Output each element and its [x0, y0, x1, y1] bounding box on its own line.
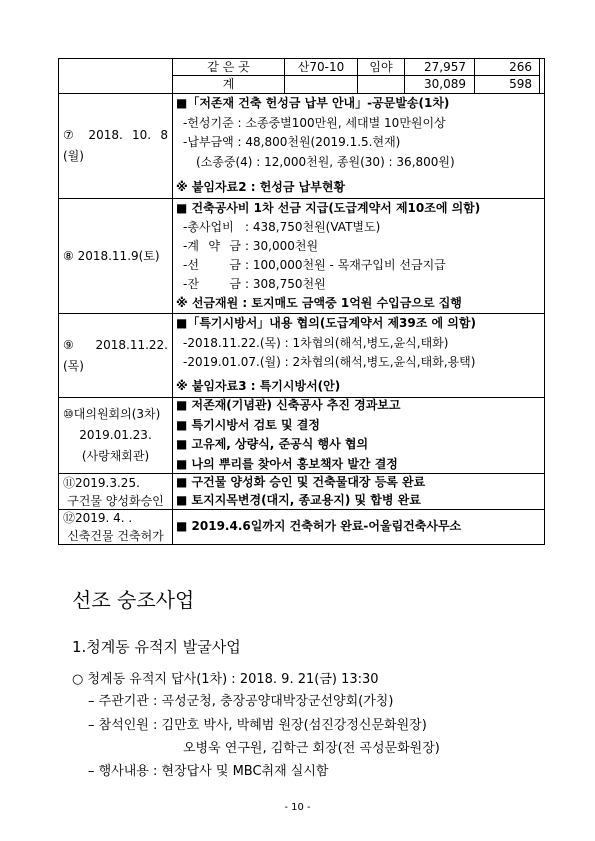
detail-continuation: 오병욱 연구원, 김학근 회장(전 곡성문화원장): [183, 741, 440, 756]
record-item: ■ 구건물 양성화 승인 및 건축물대장 등록 완료: [176, 475, 426, 489]
section-subheading: 1.청계동 유적지 발굴사업: [72, 638, 241, 656]
date-line: ⑨ 2018.11.22.: [63, 337, 168, 352]
record-item: ■ 나의 뿌리를 찾아서 홍보책자 발간 결정: [176, 456, 398, 471]
item-label: -선 금: [183, 258, 241, 272]
table-row: [59, 313, 544, 397]
record-item: [176, 237, 544, 256]
land-summary-cell: [173, 59, 544, 93]
record-item: -헌성기준 : 소종중별100만원, 세대별 10만원이상: [183, 115, 446, 130]
history-table: [58, 58, 545, 545]
land-type: 임야: [358, 59, 405, 75]
record-title: ■ 건축공사비 1차 선금 지급(도급계약서 제10조에 의함): [176, 201, 481, 215]
date-cell: [59, 199, 173, 313]
detail-line: – 행사내용 : 현장답사 및 MBC취재 실시함: [88, 764, 329, 779]
page-number: - 10 -: [284, 802, 311, 813]
record-item: [176, 275, 544, 294]
item-value: : 438,750천원(VAT별도): [245, 220, 381, 234]
content-cell: [173, 510, 544, 544]
record-note: ※ 선금재원 : 토지매도 금액중 1억원 수입금으로 집행: [176, 296, 462, 310]
content-cell: [173, 474, 544, 509]
total-label: 계: [173, 76, 285, 93]
total-amount: 598: [475, 76, 540, 93]
land-label: 같 은 곳: [173, 59, 285, 75]
content-cell: [173, 94, 544, 198]
land-summary-row: [173, 59, 540, 76]
item-label: -잔 금: [183, 277, 241, 291]
date-line: 2019.01.23.: [79, 428, 152, 442]
record-item: -납부금액 : 48,800천원(2019.1.5.현재): [183, 135, 401, 149]
date-line: ⑪2019.3.25.: [63, 475, 140, 490]
record-item: [176, 218, 544, 237]
table-row: [59, 397, 544, 473]
item-value: : 100,000천원 - 목재구입비 선금지급: [245, 258, 446, 272]
date-line: (목): [63, 358, 84, 373]
record-item: -2019.01.07.(월) : 2차협의(해석,병도,윤식,태화,용택): [183, 355, 476, 369]
item-value: : 30,000천원: [245, 239, 319, 253]
record-note: ※ 붙임자료2 : 헌성금 납부현황: [176, 180, 346, 194]
detail-line: – 주관기관 : 곡성군청, 충장공양대박장군선양회(가칭): [88, 694, 394, 709]
content-cell: [173, 398, 544, 473]
record-item: (소종중(4) : 12,000천원, 종원(30) : 36,800원): [196, 154, 455, 169]
table-row: [59, 93, 544, 198]
date-line: ⑦ 2018. 10. 8: [63, 128, 168, 142]
land-lot: 산70-10: [285, 59, 358, 75]
record-item: ■ 특기시방서 검토 및 결정: [176, 417, 320, 432]
content-cell: [173, 314, 544, 397]
date-cell: [59, 510, 173, 544]
record-item: ■ 2019.4.6일까지 건축허가 완료-어울림건축사무소: [176, 519, 462, 534]
record-item: ■ 저존재(기념관) 신축공사 추진 경과보고: [176, 398, 401, 412]
date-line: (사랑채회관): [81, 449, 150, 463]
date-line: ⑩대의원회의(3차): [63, 407, 161, 421]
item-label: -총사업비: [183, 220, 234, 234]
total-type-empty: [358, 76, 405, 93]
content-list: [176, 398, 544, 473]
section-heading: 선조 숭조사업: [72, 588, 195, 612]
date-line: (월): [63, 149, 84, 163]
land-amount: 266: [475, 59, 540, 75]
record-item: -2018.11.22.(목) : 1차협의(해석,병도,윤식,태화): [183, 335, 449, 350]
date-line: 구건물 양성화승인: [67, 493, 164, 508]
date-line: ⑧ 2018.11.9(토): [63, 248, 160, 263]
content-list: [176, 474, 544, 509]
land-summary-table: [173, 59, 540, 93]
date-cell: [59, 474, 173, 509]
record-item: [176, 256, 544, 275]
record-title: ■「특기시방서」내용 협의(도급계약서 제39조 에 의함): [176, 316, 476, 330]
table-row: [59, 198, 544, 313]
visit-line: ○ 청계동 유적지 답사(1차) : 2018. 9. 21(금) 13:30: [72, 672, 379, 687]
item-value: : 308,750천원: [245, 277, 326, 291]
total-area: 30,089: [405, 76, 475, 93]
content-cell: [173, 199, 544, 313]
table-row: [59, 509, 544, 544]
date-line: ⑫2019. 4. .: [63, 511, 133, 525]
land-total-row: [173, 76, 540, 93]
record-title: ■「저존재 건축 헌성금 납부 안내」-공문발송(1차): [176, 96, 450, 110]
date-cell: [59, 314, 173, 397]
record-note: ※ 붙임자료3 : 특기시방서(안): [176, 378, 341, 393]
date-cell: [59, 94, 173, 198]
detail-line: – 참석인원 : 김만호 박사, 박혜범 원장(섬진강정신문화원장): [88, 718, 427, 733]
total-lot-empty: [285, 76, 358, 93]
record-item: ■ 고유제, 상량식, 준공식 행사 협의: [176, 437, 369, 451]
item-label: -계 약 금: [183, 239, 241, 253]
table-row-land-summary: [59, 59, 544, 93]
date-cell: [59, 398, 173, 473]
table-row: [59, 473, 544, 509]
date-line: 신축건물 건축허가: [67, 529, 164, 543]
record-item: ■ 토지지목변경(대지, 종교용지) 및 합병 완료: [176, 493, 421, 507]
date-cell-empty: [59, 59, 173, 93]
land-area: 27,957: [405, 59, 475, 75]
